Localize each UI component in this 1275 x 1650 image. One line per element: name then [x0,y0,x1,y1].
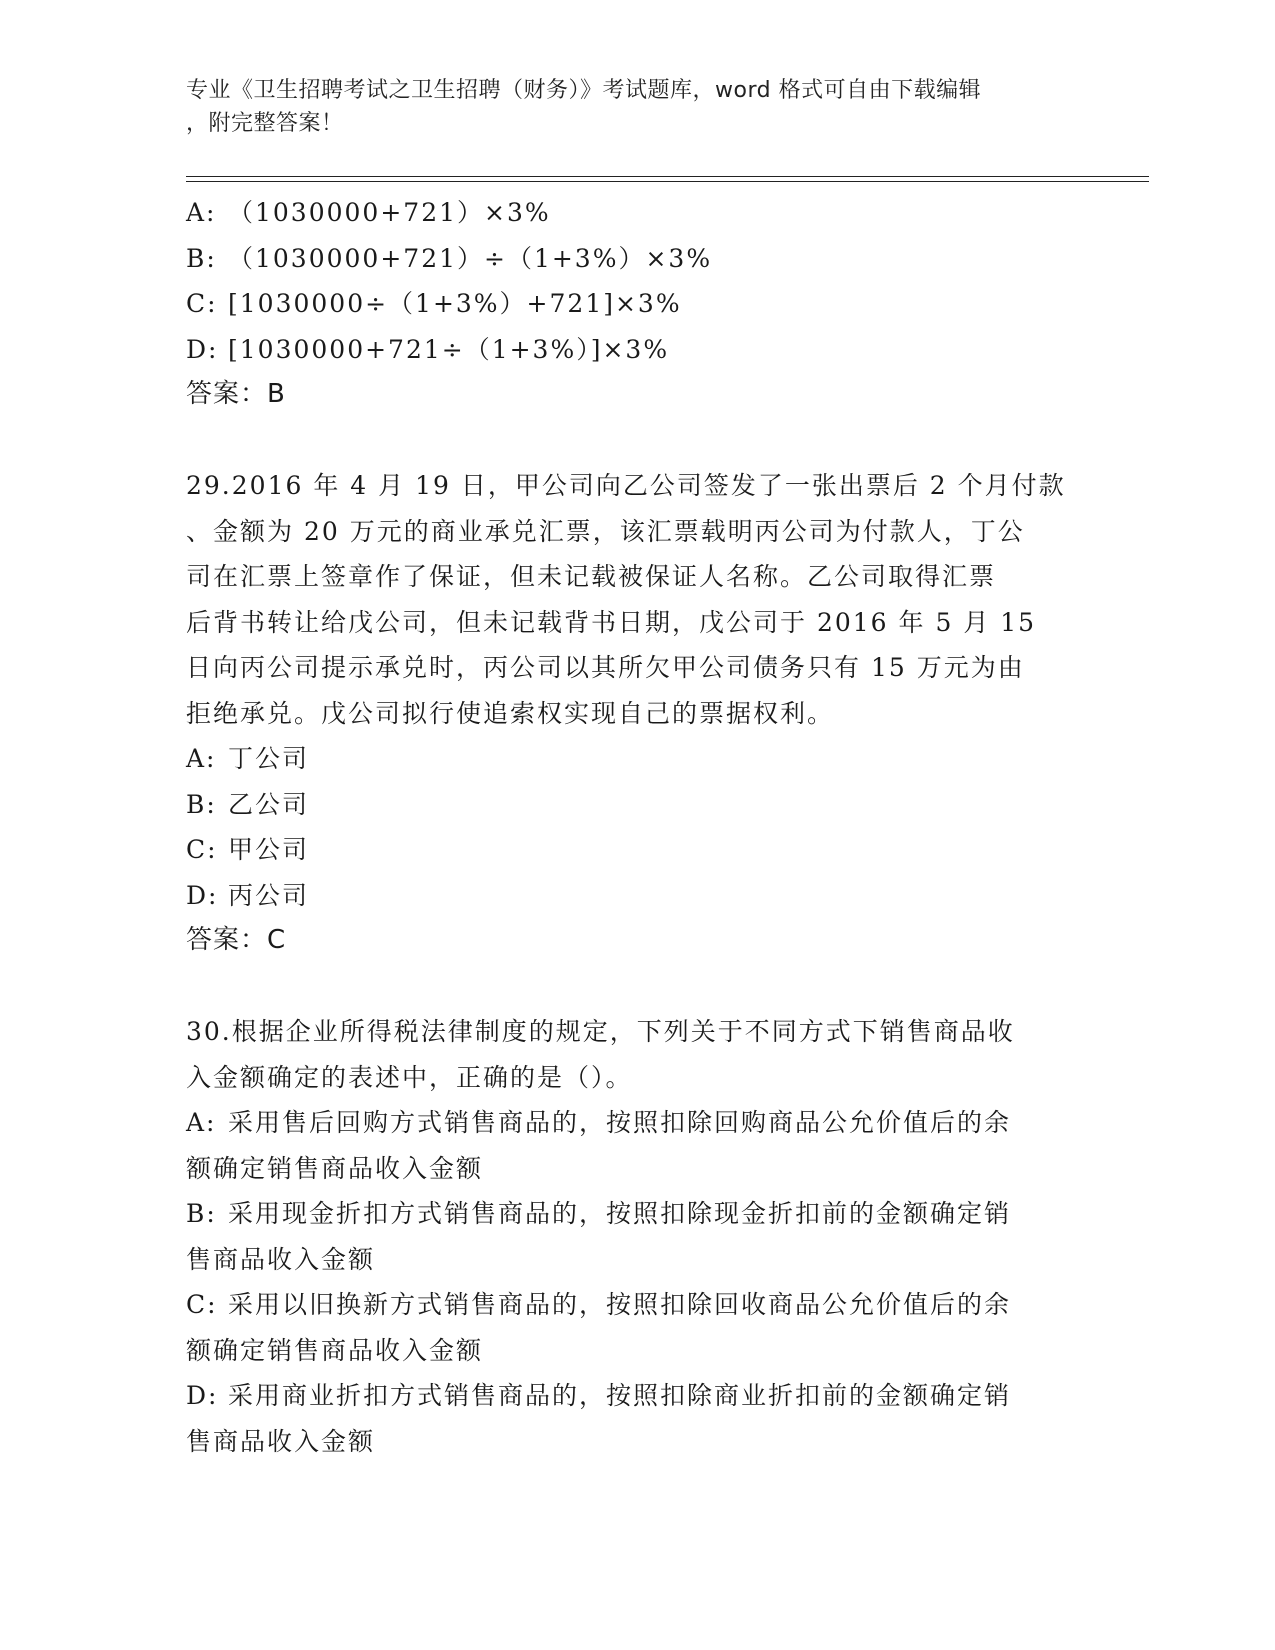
option-b-continued: 售商品收入金额 [186,1244,376,1274]
option-label: D: [186,1381,219,1410]
option-c [186,1282,1066,1328]
option-text: 采用以旧换新方式销售商品的，按照扣除回收商品公允价值后的余 [228,1290,1012,1319]
option-text: （1030000+721）÷（1+3%）×3% [228,243,713,273]
option-text: [1030000÷（1+3%）+721]×3% [228,289,682,318]
question-stem-line: 后背书转让给戊公司，但未记载背书日期，戊公司于 2016 年 5 月 15 [186,607,1037,637]
header-line-1: 专业《卫生招聘考试之卫生招聘（财务）》考试题库，word 格式可自由下载编辑 [186,78,982,103]
option-a [186,190,1066,236]
option-text: （1030000+721）×3% [228,198,551,227]
option-label: C: [186,1290,218,1319]
option-d [186,873,1066,919]
option-text: 丁公司 [228,744,310,773]
option-c [186,281,1066,327]
option-text: 丙公司 [228,880,310,910]
option-d [186,1373,1066,1419]
question-28 [186,190,1066,418]
option-d [186,327,1066,373]
header-divider-bottom [186,181,1149,182]
option-c [186,827,1066,873]
option-a [186,1100,1066,1146]
option-label: A: [186,198,217,227]
option-label: A: [186,744,217,773]
question-29 [186,463,1066,964]
question-stem-line: 入金额确定的表述中，正确的是（）。 [186,1062,633,1092]
question-stem-line: 拒绝承兑。戊公司拟行使追索权实现自己的票据权利。 [186,698,835,728]
question-30 [186,1009,1066,1464]
option-label: A: [186,1108,217,1137]
option-text: 采用现金折扣方式销售商品的，按照扣除现金折扣前的金额确定销 [228,1199,1012,1228]
option-text: [1030000+721÷（1+3%）]×3% [228,334,670,364]
option-b [186,236,1066,282]
option-text: 采用售后回购方式销售商品的，按照扣除回购商品公允价值后的余 [228,1108,1012,1137]
answer-line: 答案：C [186,925,287,955]
option-text: 采用商业折扣方式销售商品的，按照扣除商业折扣前的金额确定销 [228,1381,1012,1410]
answer-line: 答案：B [186,379,286,409]
page-header [186,74,1056,140]
option-label: D: [186,880,219,910]
option-label: D: [186,334,219,364]
document-content [186,190,1066,1464]
option-text: 甲公司 [228,835,310,864]
question-stem-line: 司在汇票上签章作了保证，但未记载被保证人名称。乙公司取得汇票 [186,562,997,591]
option-text: 乙公司 [228,789,310,819]
option-label: C: [186,835,218,864]
option-label: B: [186,1199,217,1228]
option-a [186,736,1066,782]
option-label: C: [186,289,218,318]
option-c-continued: 额确定销售商品收入金额 [186,1335,484,1365]
question-stem-line: 、金额为 20 万元的商业承兑汇票，该汇票载明丙公司为付款人，丁公 [186,516,1025,546]
spacer [186,964,1066,1010]
question-stem-line: 30.根据企业所得税法律制度的规定，下列关于不同方式下销售商品收 [186,1017,1015,1046]
option-d-continued: 售商品收入金额 [186,1426,376,1456]
header-divider-top [186,176,1149,177]
option-b [186,1191,1066,1237]
option-a-continued: 额确定销售商品收入金额 [186,1153,484,1183]
option-label: B: [186,243,217,273]
option-b [186,782,1066,828]
header-line-2: ，附完整答案！ [186,111,344,136]
question-stem-line: 日向丙公司提示承兑时，丙公司以其所欠甲公司债务只有 15 万元为由 [186,653,1025,682]
spacer [186,418,1066,464]
question-stem-line: 29.2016 年 4 月 19 日，甲公司向乙公司签发了一张出票后 2 个月付款 [186,471,1066,500]
option-label: B: [186,789,217,819]
